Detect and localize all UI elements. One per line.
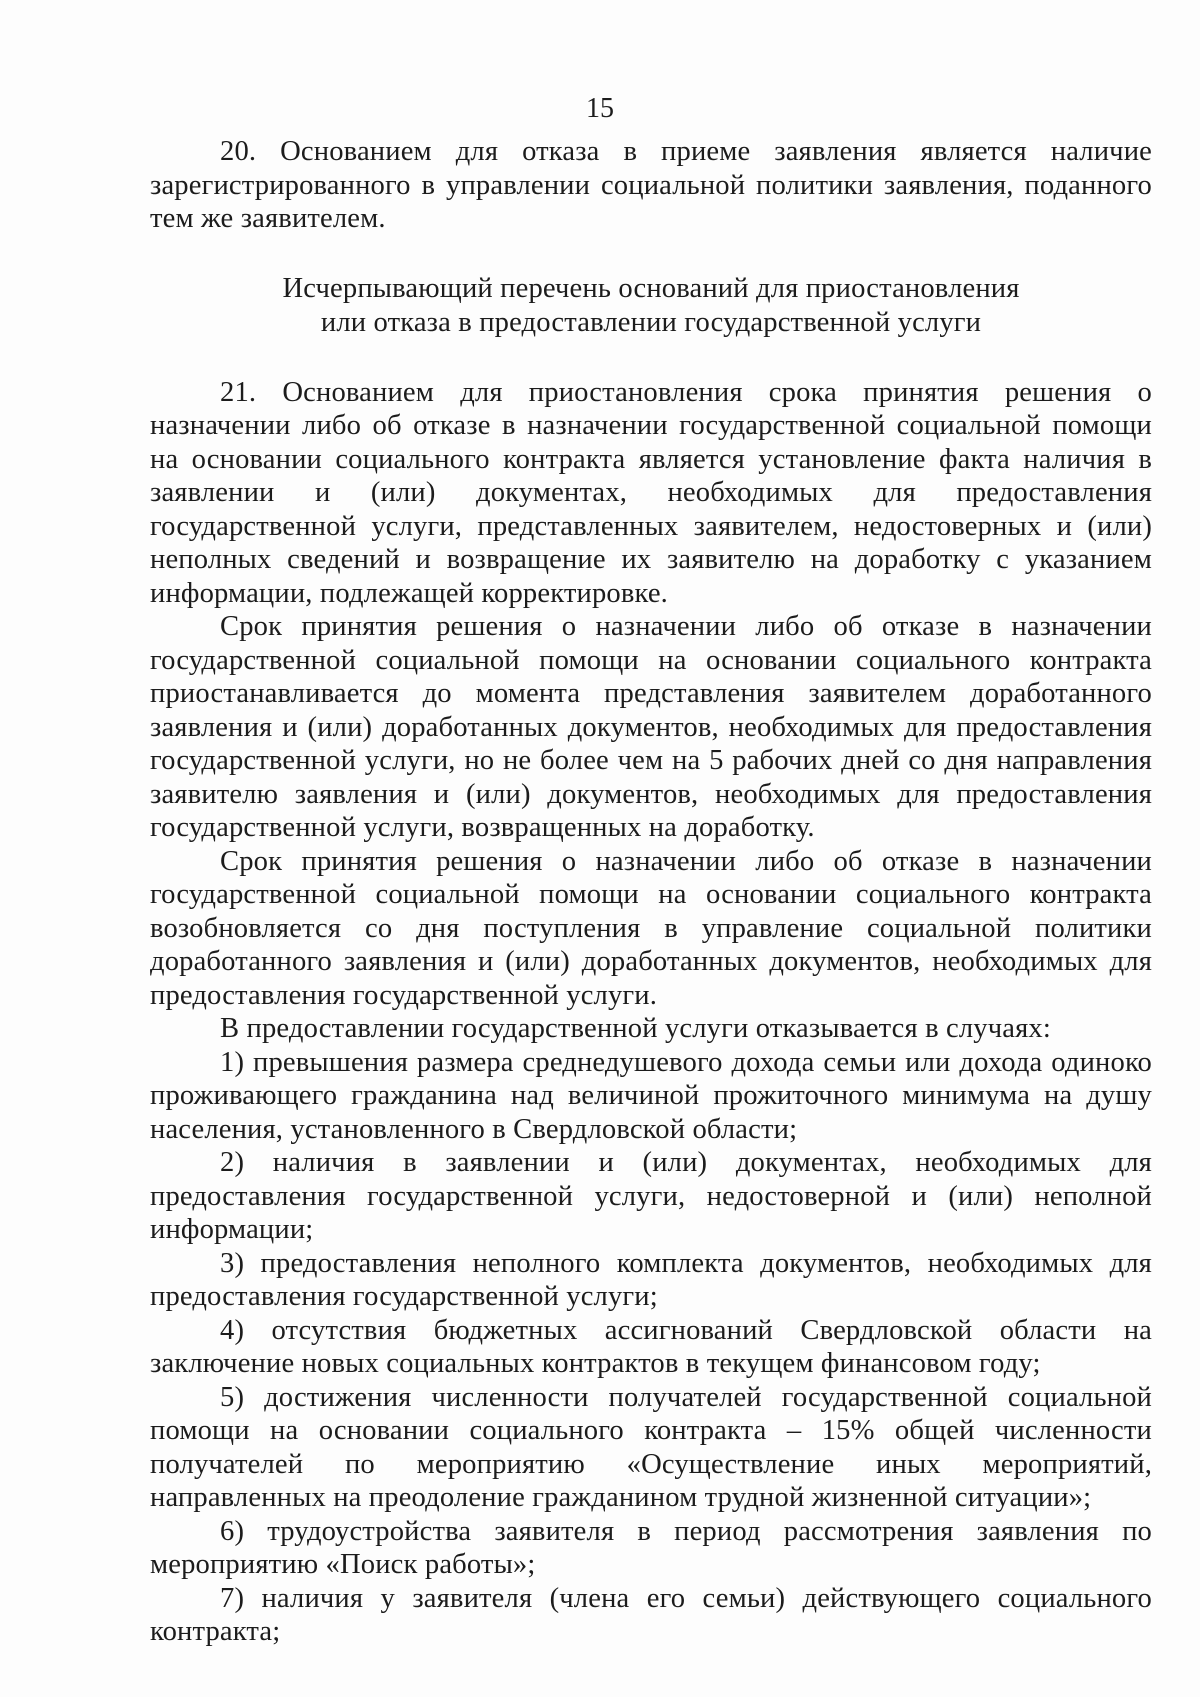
paragraph-21: 21. Основанием для приостановления срока принятия решения о назначении либо об отказе в назначении государственной социальной помощи на основании социального контракта является установление факта наличия в заявлении и (или) документах, необходимых для предоставления государственной услуги, представленных заявителем, недостоверных и (или) неполных сведений и возвращение их заявителю на доработку с указанием информации, подлежащей корректировке. bbox=[150, 376, 1152, 609]
refusal-item-3: 3) предоставления неполного комплекта документов, необходимых для предоставления государственной услуги; bbox=[150, 1247, 1152, 1312]
refusal-item-1: 1) превышения размера среднедушевого дохода семьи или дохода одиноко проживающего гражданина над величиной прожиточного минимума на душу населения, установленного в Свердловской области; bbox=[150, 1046, 1152, 1145]
refusal-item-5: 5) достижения численности получателей государственной социальной помощи на основании социального контракта – 15% общей численности получателей по мероприятию «Осуществление иных мероприятий, направленных на преодоление гражданином трудной жизненной ситуации»; bbox=[150, 1381, 1152, 1513]
document-body bbox=[150, 135, 1152, 1649]
section-heading-line-1: Исчерпывающий перечень оснований для приостановления bbox=[282, 272, 1020, 304]
refusal-item-6: 6) трудоустройства заявителя в период рассмотрения заявления по мероприятию «Поиск работы»; bbox=[150, 1515, 1152, 1580]
section-heading-line-2: или отказа в предоставлении государственной услуги bbox=[320, 306, 982, 338]
section-heading bbox=[150, 272, 1152, 340]
refusal-item-7: 7) наличия у заявителя (члена его семьи) действующего социального контракта; bbox=[150, 1582, 1152, 1647]
paragraph-refusal-intro: В предоставлении государственной услуги отказывается в случаях: bbox=[220, 1013, 1051, 1044]
refusal-item-2: 2) наличия в заявлении и (или) документах, необходимых для предоставления государственной услуги, недостоверной и (или) неполной информации; bbox=[150, 1147, 1152, 1245]
refusal-item-4: 4) отсутствия бюджетных ассигнований Свердловской области на заключение новых социальных контрактов в текущем финансовом году; bbox=[150, 1314, 1152, 1379]
page-number: 15 bbox=[586, 93, 614, 124]
paragraph-resumption-term: Срок принятия решения о назначении либо об отказе в назначении государственной социальной помощи на основании социального контракта возобновляется со дня поступления в управление социальной политики доработанного заявления и (или) доработанных документов, необходимых для предоставления государственной услуги. bbox=[150, 845, 1152, 1011]
paragraph-20: 20. Основанием для отказа в приеме заявления является наличие зарегистрированного в управлении социальной политики заявления, поданного тем же заявителем. bbox=[150, 136, 1152, 234]
paragraph-suspension-term: Срок принятия решения о назначении либо об отказе в назначении государственной социальной помощи на основании социального контракта приостанавливается до момента представления заявителем доработанного заявления и (или) доработанных документов, необходимых для предоставления государственной услуги, но не более чем на 5 рабочих дней со дня направления заявителю заявления и (или) документов, необходимых для предоставления государственной услуги, возвращенных на доработку. bbox=[150, 611, 1152, 843]
